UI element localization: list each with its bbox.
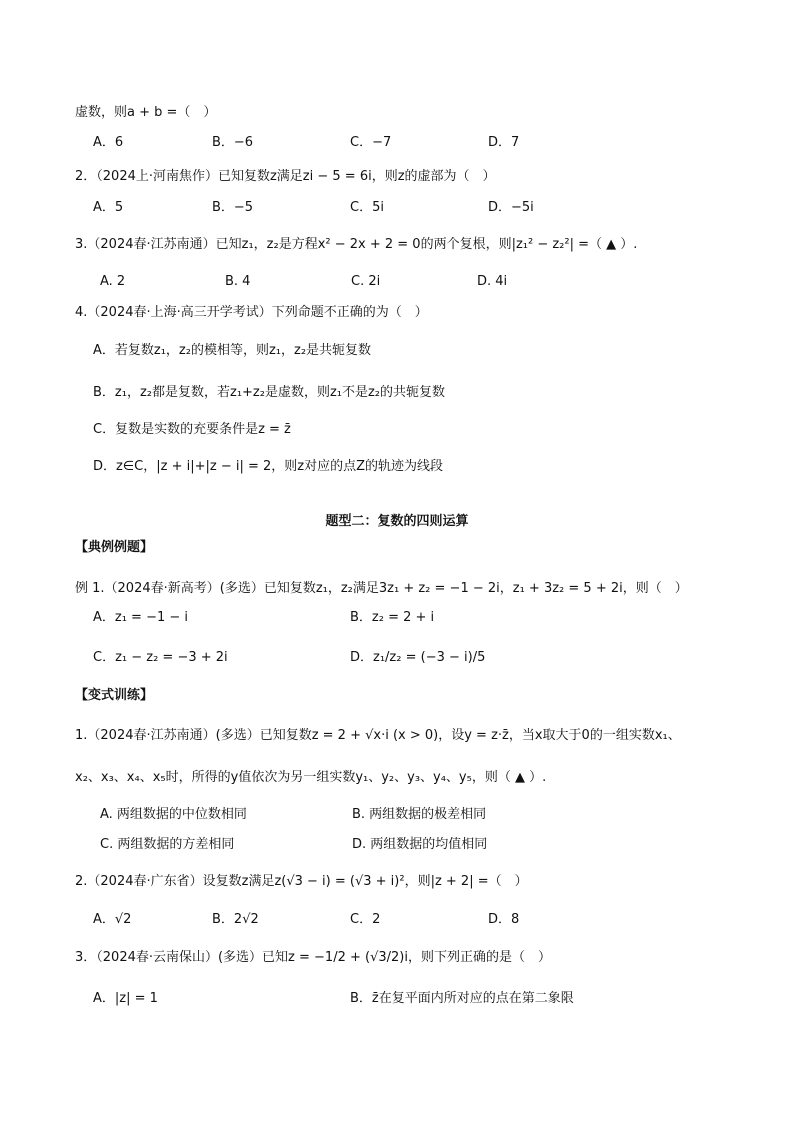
example1-option-b: B．z₂ = 2 + i	[350, 610, 435, 625]
q3-option-c: C. 2i	[351, 274, 381, 289]
q3-option-a: A. 2	[100, 274, 126, 289]
variant2-stem: 2.（2024春·广东省）设复数z满足z(√3 − i) = (√3 + i)²，则|z + 2| =（ ）	[75, 874, 528, 889]
variant1-stem-line1: 1.（2024春·江苏南通）(多选）已知复数z = 2 + √x·i (x > 0)，设y = z·z̄，当x取大于0的一组实数x₁、	[75, 728, 681, 743]
q0-option-b: B．−6	[212, 135, 254, 150]
variant-training-label: 【变式训练】	[75, 688, 154, 703]
variant1-option-a: A. 两组数据的中位数相同	[100, 807, 247, 822]
section-title: 题型二：复数的四则运算	[325, 514, 469, 529]
variant1-option-d: D. 两组数据的均值相同	[352, 837, 488, 852]
variant3-stem: 3．（2024春·云南保山）(多选）已知z = −1/2 + (√3/2)i，则下列正确的是（ ）	[75, 950, 551, 965]
q4-option-b: B．z₁，z₂都是复数，若z₁+z₂是虚数，则z₁不是z₂的共轭复数	[93, 385, 446, 400]
example1-option-a: A．z₁ = −1 − i	[93, 610, 189, 625]
q2-option-d: D．−5i	[488, 200, 534, 215]
variant1-option-c: C. 两组数据的方差相同	[100, 837, 235, 852]
q0-option-c: C．−7	[350, 135, 392, 150]
q2-option-b: B．−5	[212, 200, 254, 215]
example1-option-c: C．z₁ − z₂ = −3 + 2i	[93, 650, 228, 665]
variant2-option-c: C．2	[350, 912, 381, 927]
variant2-option-d: D．8	[488, 912, 520, 927]
variant1-option-b: B. 两组数据的极差相同	[352, 807, 487, 822]
example1-option-d: D．z₁/z₂ = (−3 − i)/5	[350, 650, 486, 665]
variant1-stem-line2: x₂、x₃、x₄、x₅时，所得的y值依次为另一组实数y₁、y₂、y₃、y₄、y₅，则（ ▲ ）.	[75, 770, 547, 785]
q2-option-c: C．5i	[350, 200, 384, 215]
q3-option-b: B. 4	[225, 274, 251, 289]
q0-option-d: D．7	[488, 135, 520, 150]
q4-option-a: A．若复数z₁，z₂的模相等，则z₁，z₂是共轭复数	[93, 343, 372, 358]
q4-option-d: D．z∈C，|z + i|+|z − i| = 2，则z对应的点Z的轨迹为线段	[93, 459, 443, 474]
typical-examples-label: 【典例例题】	[75, 540, 154, 555]
q3-stem: 3.（2024春·江苏南通）已知z₁，z₂是方程x² − 2x + 2 = 0的两个复根，则|z₁² − z₂²| =（ ▲ ）.	[75, 237, 638, 252]
variant3-option-b: B．z̄在复平面内所对应的点在第二象限	[350, 991, 574, 1006]
q3-option-d: D. 4i	[477, 274, 508, 289]
q4-stem: 4.（2024春·上海·高三开学考试）下列命题不正确的为（ ）	[75, 305, 428, 320]
q2-option-a: A．5	[93, 200, 124, 215]
variant3-option-a: A．|z| = 1	[93, 991, 158, 1006]
variant2-option-a: A．√2	[93, 912, 132, 927]
q4-option-c: C．复数是实数的充要条件是z = z̄	[93, 422, 291, 437]
q0-option-a: A．6	[93, 135, 124, 150]
example1-stem: 例 1.（2024春·新高考）(多选）已知复数z₁，z₂满足3z₁ + z₂ = −1 − 2i，z₁ + 3z₂ = 5 + 2i，则（ ）	[75, 581, 688, 596]
q2-stem: 2．（2024上·河南焦作）已知复数z满足zi − 5 = 6i，则z的虚部为（ ）	[75, 169, 496, 184]
variant2-option-b: B．2√2	[212, 912, 259, 927]
q0-stem: 虚数，则a + b =（ ）	[75, 105, 217, 120]
